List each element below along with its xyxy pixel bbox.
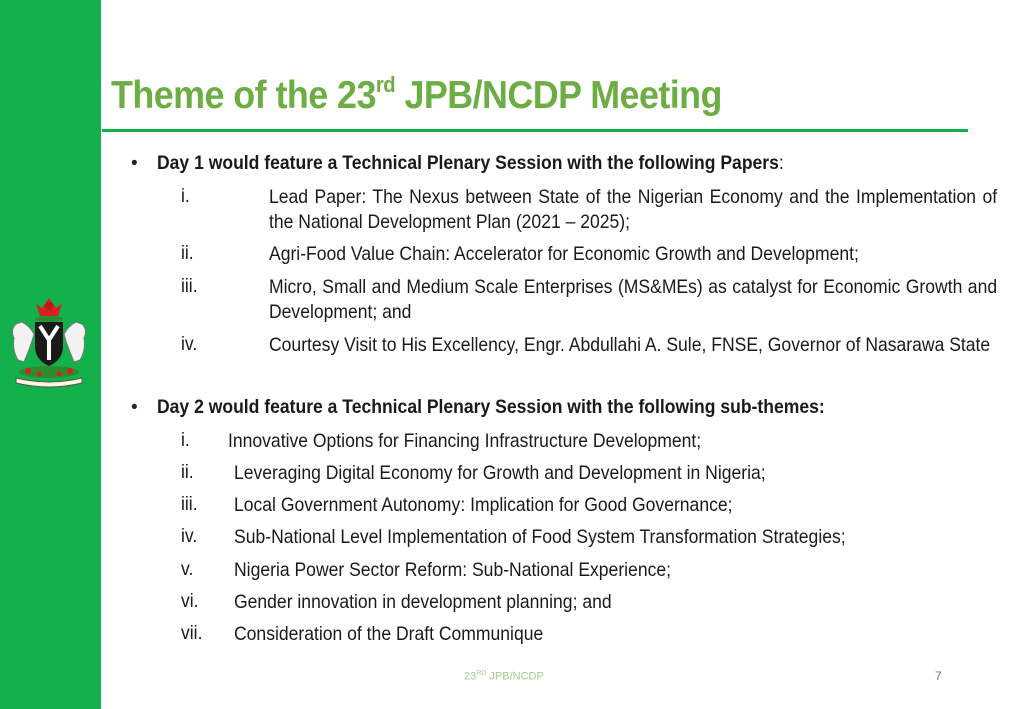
day2-item-text: Gender innovation in development planning; and — [234, 591, 612, 613]
coat-of-arms-icon — [2, 294, 96, 388]
day2-item-number: iii. — [181, 493, 198, 515]
day2-item-text: Consideration of the Draft Communique — [234, 623, 544, 645]
day2-heading: Day 2 would feature a Technical Plenary Session with the following sub-themes: — [157, 396, 825, 418]
day2-item-number: i. — [181, 429, 190, 451]
day2-item-number: vi. — [181, 590, 199, 612]
day2-item-text: Innovative Options for Financing Infrastructure Development; — [228, 430, 702, 452]
day1-item-number: iii. — [181, 275, 198, 297]
title-underline — [102, 129, 968, 132]
page-number: 7 — [935, 669, 942, 683]
day2-item-number: v. — [181, 558, 194, 580]
slide-title: Theme of the 23rd JPB/NCDP Meeting — [111, 72, 722, 117]
bullet-icon: • — [131, 153, 138, 174]
day1-item-number: iv. — [181, 333, 198, 355]
day1-item-text: Courtesy Visit to His Excellency, Engr. Abdullahi A. Sule, FNSE, Governor of Nasarawa State — [269, 334, 991, 356]
day2-item-number: ii. — [181, 461, 194, 483]
day2-item-text: Local Government Autonomy: Implication for Good Governance; — [234, 494, 733, 516]
day2-item-text: Sub-National Level Implementation of Food System Transformation Strategies; — [234, 526, 846, 548]
day1-heading: Day 1 would feature a Technical Plenary Session with the following Papers: — [157, 152, 784, 174]
day1-item-number: ii. — [181, 242, 194, 264]
day2-item-number: iv. — [181, 525, 198, 547]
day1-item-text: Agri-Food Value Chain: Accelerator for Economic Growth and Development; — [269, 243, 859, 265]
day1-item-number: i. — [181, 185, 190, 207]
day1-item-text: Micro, Small and Medium Scale Enterprises (MS&MEs) as catalyst for Economic Growth and Development; and — [269, 276, 998, 323]
day2-item-number: vii. — [181, 622, 203, 644]
day1-item-text: Lead Paper: The Nexus between State of the Nigerian Economy and the Implementation of the National Development Plan (2021 – 2025); — [269, 186, 998, 233]
day2-item-text: Leveraging Digital Economy for Growth and Development in Nigeria; — [234, 462, 766, 484]
slide-footer: 23RD JPB/NCDP — [464, 670, 544, 683]
bullet-icon: • — [131, 397, 138, 418]
day2-item-text: Nigeria Power Sector Reform: Sub-National Experience; — [234, 559, 672, 581]
